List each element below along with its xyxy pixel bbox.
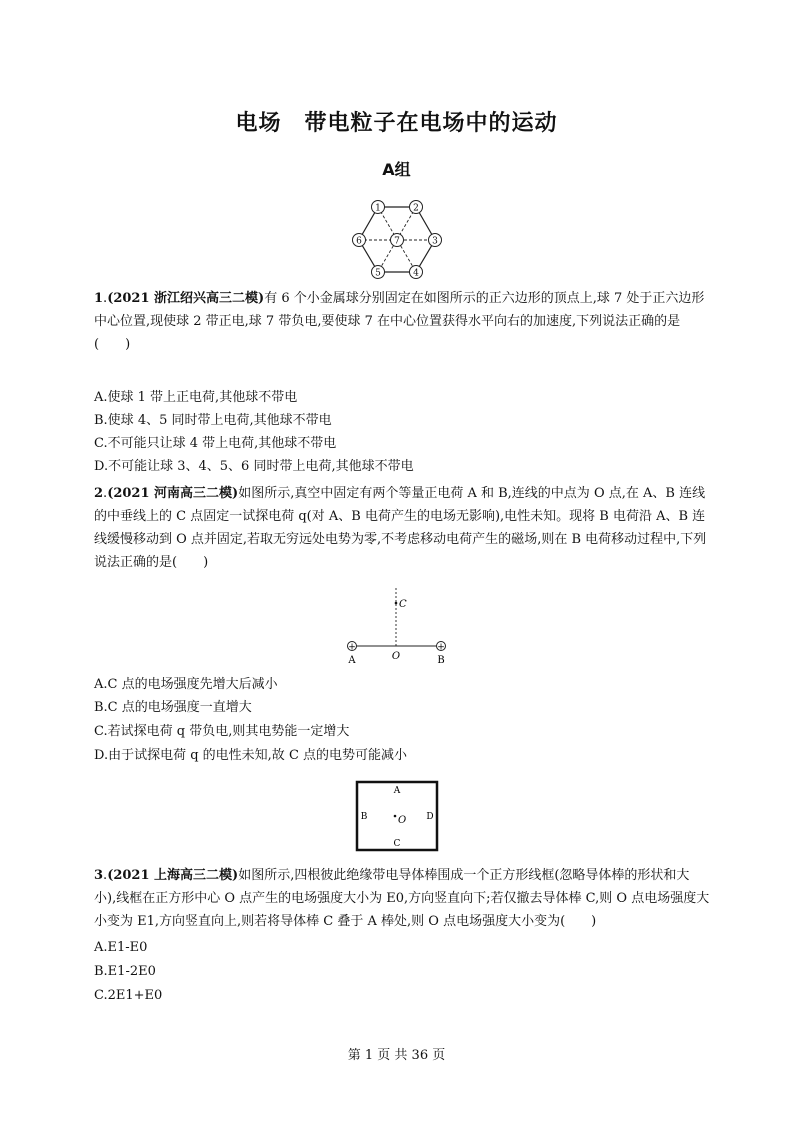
square-frame-figure: [355, 780, 439, 852]
ball-label-6: 6: [356, 236, 362, 247]
question-number: 1: [94, 291, 104, 306]
question-source: (2021 河南高三二模): [107, 486, 239, 501]
question-number: 3: [94, 868, 104, 883]
ball-label-3: 3: [432, 236, 438, 247]
question-number: 2: [94, 486, 104, 501]
center-o-label: O: [398, 815, 407, 826]
option-d: D.由于试探电荷 q 的电性未知,故 C 点的电势可能减小: [94, 748, 408, 763]
ball-label-5: 5: [375, 268, 381, 279]
page-title: 电场 带电粒子在电场中的运动: [235, 111, 558, 136]
charges-figure: [340, 584, 456, 670]
option-a: A.C 点的电场强度先增大后减小: [94, 677, 278, 692]
question-1: 1.(2021 浙江绍兴高三二模)有 6 个小金属球分别固定在如图所示的正六边形的顶点上,球 7 处于正六边形中心位置,现使球 2 带正电,球 7 带负电,要使球 7 在中心位置获得水平向右的加速度,下列说法正确的是( ): [94, 291, 705, 352]
question-source: (2021 浙江绍兴高三二模): [107, 291, 265, 306]
option-c: C.若试探电荷 q 带负电,则其电势能一定增大: [94, 724, 350, 739]
rod-b-label: B: [360, 812, 368, 822]
charge-a-label: A: [348, 655, 356, 666]
ball-label-4: 4: [413, 268, 419, 279]
question-stem: 有 6 个小金属球分别固定在如图所示的正六边形的顶点上,球 7 处于正六边形中心位置,现使球 2 带正电,球 7 带负电,要使球 7 在中心位置获得水平向右的加速度,下列说法正确的是( ): [94, 291, 705, 352]
question-stem: 如图所示,四根彼此绝缘带电导体棒围成一个正方形线框(忽略导体棒的形状和大小),线框在正方形中心 O 点产生的电场强度大小为 E0,方向竖直向下;若仅撤去导体棒 C,则 O 点电场强度大小变为 E1,方向竖直向上,则若将导体棒 C 叠于 A 棒处,则 O 点电场强度大小变为( ): [94, 868, 710, 929]
page-footer: 第 1 页 共 36 页: [347, 1048, 446, 1063]
question-2: 2.(2021 河南高三二模)如图所示,真空中固定有两个等量正电荷 A 和 B,连线的中点为 O 点,在 A、B 连线的中垂线上的 C 点固定一试探电荷 q(对 A、B 电荷产生的电场无影响),电性未知。现将 B 电荷沿 A、B 连线缓慢移动到 O 点并固定,若取无穷远处电势为零,不考虑移动电荷产生的磁场,则在 B 电荷移动过程中,下列说法正确的是( ): [94, 486, 707, 570]
option-a: A.使球 1 带上正电荷,其他球不带电: [94, 390, 298, 405]
group-heading: A组: [382, 160, 411, 179]
option-b: B.E1-2E0: [94, 964, 156, 979]
option-c: C.不可能只让球 4 带上电荷,其他球不带电: [94, 436, 337, 451]
rod-d-label: D: [426, 812, 434, 822]
question-3: 3.(2021 上海高三二模)如图所示,四根彼此绝缘带电导体棒围成一个正方形线框(忽略导体棒的形状和大小),线框在正方形中心 O 点产生的电场强度大小为 E0,方向竖直向下;若仅撤去导体棒 C,则 O 点电场强度大小变为 E1,方向竖直向上,则若将导体棒 C 叠于 A 棒处,则 O 点电场强度大小变为( ): [94, 868, 710, 929]
rod-c-label: C: [393, 839, 401, 849]
option-a: A.E1-E0: [94, 940, 148, 955]
point-c-label: C: [399, 599, 407, 610]
option-c: C.2E1+E0: [94, 988, 163, 1003]
point-o-label: O: [391, 651, 401, 662]
svg-text:+: +: [348, 642, 356, 653]
ball-label-2: 2: [413, 203, 419, 214]
option-d: D.不可能让球 3、4、5、6 同时带上电荷,其他球不带电: [94, 459, 414, 474]
option-b: B.使球 4、5 同时带上电荷,其他球不带电: [94, 413, 332, 428]
rod-a-label: A: [393, 786, 401, 796]
question-stem: 如图所示,真空中固定有两个等量正电荷 A 和 B,连线的中点为 O 点,在 A、B 连线的中垂线上的 C 点固定一试探电荷 q(对 A、B 电荷产生的电场无影响),电性未知。现将 B 电荷沿 A、B 连线缓慢移动到 O 点并固定,若取无穷远处电势为零,不考虑移动电荷产生的磁场,则在 B 电荷移动过程中,下列说法正确的是( ): [94, 486, 707, 570]
charge-b-label: B: [437, 655, 445, 666]
option-b: B.C 点的电场强度一直增大: [94, 700, 252, 715]
ball-label-1: 1: [375, 203, 381, 214]
question-source: (2021 上海高三二模): [107, 868, 239, 883]
ball-label-7: 7: [394, 236, 400, 247]
hexagon-figure: [346, 196, 446, 282]
svg-text:+: +: [437, 642, 445, 653]
